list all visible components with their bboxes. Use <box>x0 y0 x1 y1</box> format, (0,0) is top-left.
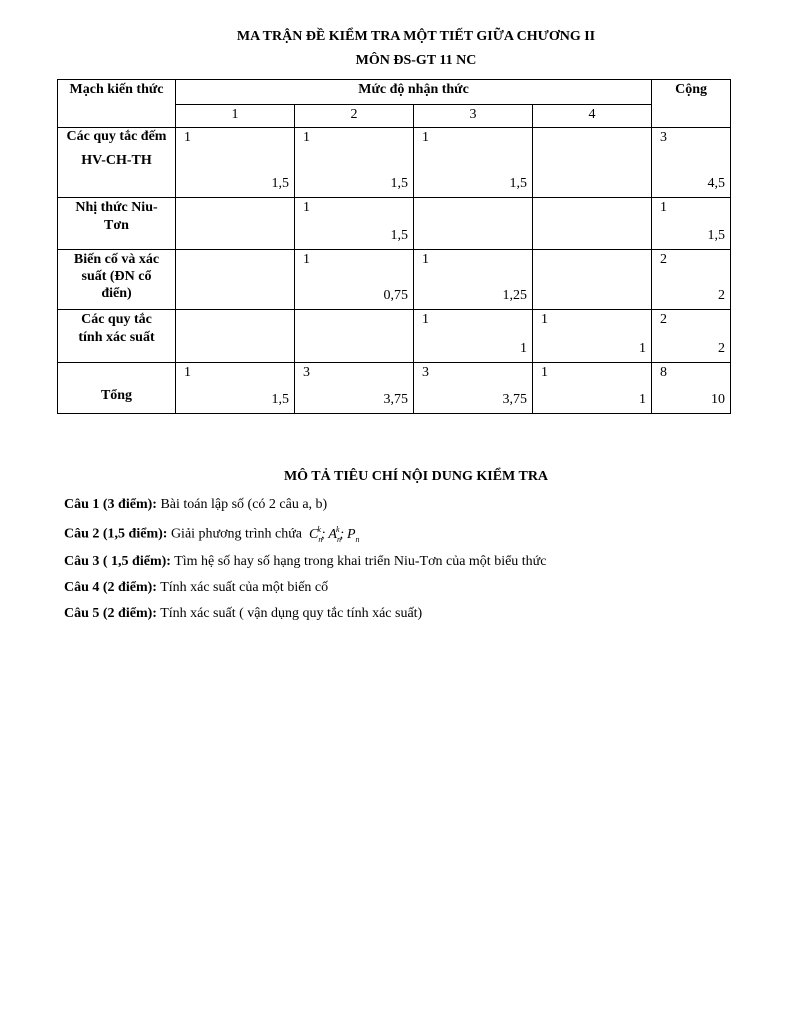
item-label: Câu 5 (2 điểm): <box>64 606 157 621</box>
combinatorics-formula: $C_n^k$; $A_n^k$; $P_n$ <box>305 525 360 544</box>
table-row <box>58 128 731 198</box>
table-cell <box>533 250 652 310</box>
description-item <box>64 525 360 543</box>
table-cell <box>176 250 295 310</box>
table-row-total <box>58 363 731 414</box>
row-topic <box>58 198 176 250</box>
header-topic: Mạch kiến thức <box>58 80 176 128</box>
row-topic-label: Tổng <box>100 388 133 403</box>
table-cell-total: 1 1,5 <box>652 198 731 250</box>
row-topic-label: Các quy tắc tính xác suất <box>78 312 155 345</box>
table-cell: 3 3,75 <box>295 363 414 414</box>
item-label: Câu 4 (2 điểm): <box>64 580 157 595</box>
row-topic-label: Các quy tắc đếm <box>66 129 167 144</box>
item-text: Bài toán lập số (có 2 câu a, b) <box>160 497 328 512</box>
row-topic <box>58 128 176 198</box>
table-cell: 3 3,75 <box>414 363 533 414</box>
document-subtitle: MÔN ĐS-GT 11 NC <box>355 53 477 68</box>
description-title: MÔ TẢ TIÊU CHÍ NỘI DUNG KIỂM TRA <box>283 469 549 484</box>
table-cell: 1 1,5 <box>176 363 295 414</box>
document-title: MA TRẬN ĐỀ KIỂM TRA MỘT TIẾT GIỮA CHƯƠNG II <box>236 29 596 44</box>
table-cell <box>533 128 652 198</box>
item-text: Tính xác suất của một biến cố <box>160 580 329 595</box>
row-topic <box>58 310 176 363</box>
item-text: Giải phương trình chứa <box>170 526 302 542</box>
description-item <box>64 554 547 570</box>
row-topic-label: Biến cố và xác suất (ĐN cổ điển) <box>73 252 160 301</box>
table-cell-total: 2 2 <box>652 250 731 310</box>
table-row <box>58 198 731 250</box>
table-cell <box>176 198 295 250</box>
table-row <box>58 310 731 363</box>
table-cell: 1 1 <box>414 310 533 363</box>
table-cell: 1 1,5 <box>295 128 414 198</box>
table-cell: 1 0,75 <box>295 250 414 310</box>
table-row <box>58 250 731 310</box>
item-label: Câu 1 (3 điểm): <box>64 497 157 512</box>
table-cell <box>414 198 533 250</box>
table-cell: 1 1,5 <box>176 128 295 198</box>
row-topic <box>58 250 176 310</box>
description-item <box>64 606 422 622</box>
item-text: Tính xác suất ( vận dụng quy tắc tính xác suất) <box>160 606 423 621</box>
table-cell-total: 2 2 <box>652 310 731 363</box>
table-cell: 1 1,25 <box>414 250 533 310</box>
row-topic-sublabel: HV-CH-TH <box>81 153 152 168</box>
level-1-header: 1 <box>176 105 295 128</box>
row-topic <box>58 363 176 414</box>
level-2-header: 2 <box>295 105 414 128</box>
table-cell: 1 1,5 <box>414 128 533 198</box>
table-cell <box>176 310 295 363</box>
table-cell: 1 1,5 <box>295 198 414 250</box>
description-item <box>64 580 328 596</box>
table-cell <box>295 310 414 363</box>
row-topic-label: Nhị thức Niu-Tơn <box>75 200 158 233</box>
table-cell <box>533 198 652 250</box>
item-label: Câu 3 ( 1,5 điểm): <box>64 554 171 569</box>
knowledge-matrix-table <box>57 79 731 414</box>
item-label: Câu 2 (1,5 điểm): <box>64 526 168 542</box>
item-text: Tìm hệ số hay số hạng trong khai triển Niu-Tơn của một biểu thức <box>174 554 547 569</box>
level-4-header: 4 <box>533 105 652 128</box>
table-cell: 1 1 <box>533 310 652 363</box>
table-cell: 1 1 <box>533 363 652 414</box>
header-total: Cộng <box>652 80 731 128</box>
header-levels: Mức độ nhận thức <box>176 80 652 105</box>
level-3-header: 3 <box>414 105 533 128</box>
description-item <box>64 497 327 513</box>
table-cell-total: 8 10 <box>652 363 731 414</box>
table-cell-total: 3 4,5 <box>652 128 731 198</box>
